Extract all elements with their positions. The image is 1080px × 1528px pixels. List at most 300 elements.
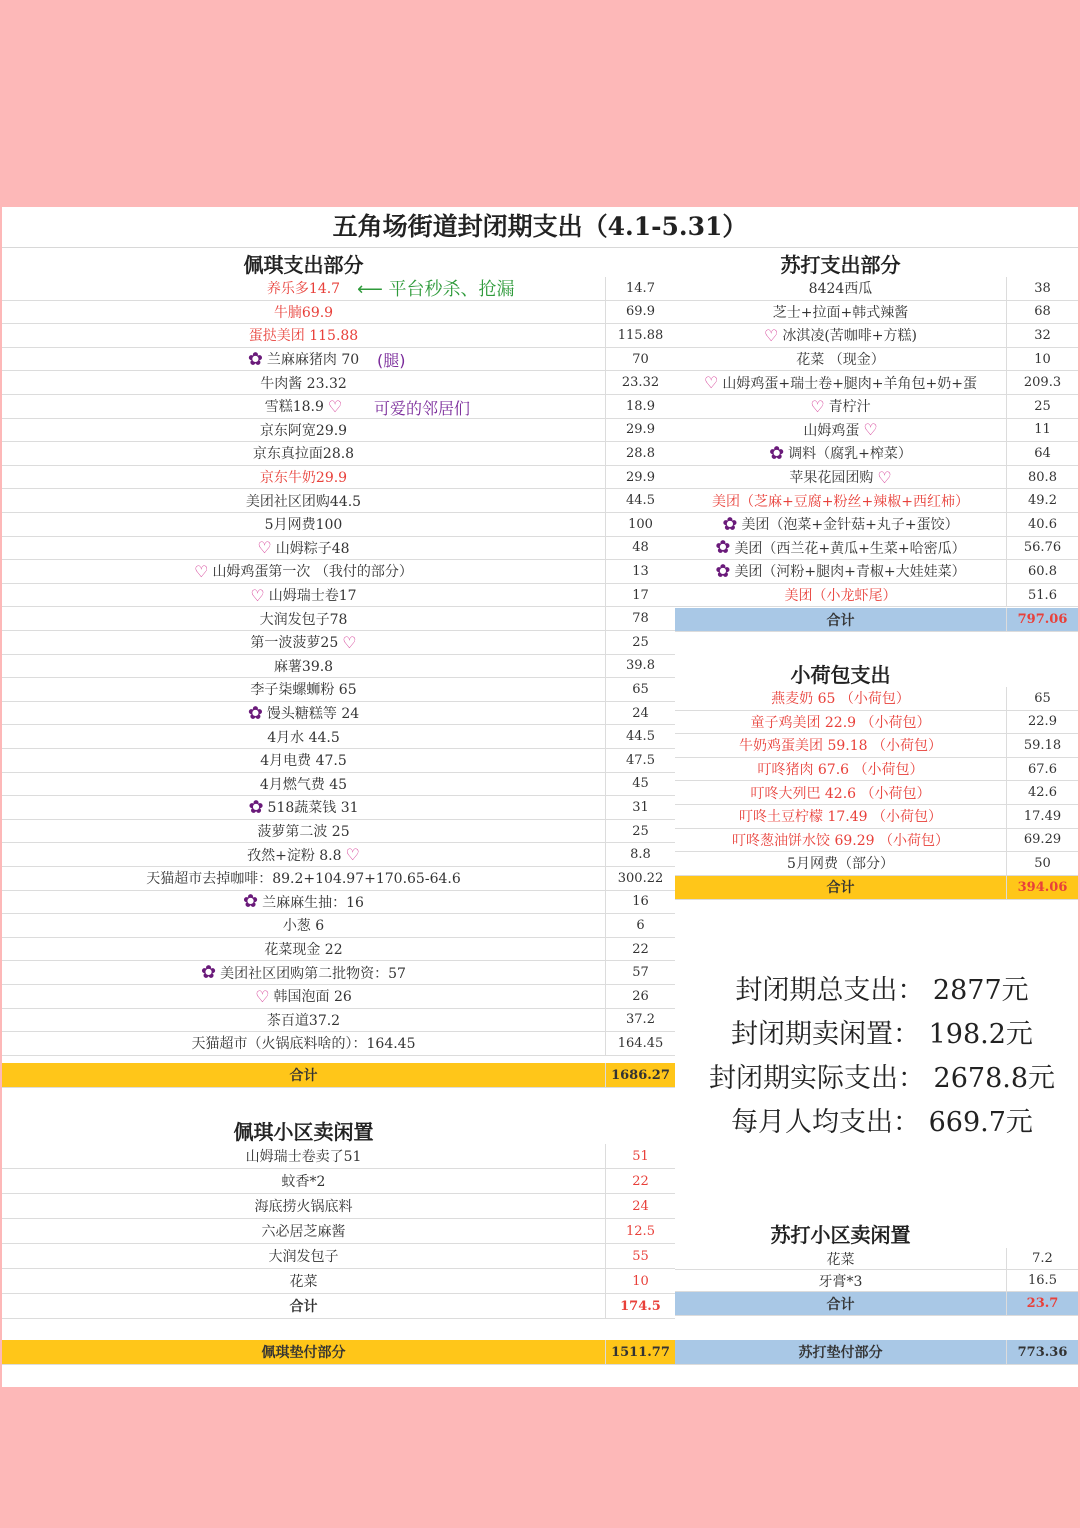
table-row [675,442,1078,466]
table-row [675,395,1078,419]
item-name: 李子柒螺蛳粉 65 [250,682,357,699]
item-value: 174.5 [605,1294,675,1318]
item-name: 馒头糖糕等 24 [266,706,360,723]
item-name-cell [675,513,1006,536]
table-row [675,277,1078,301]
item-name-cell [2,419,605,442]
item-name-cell [675,537,1006,560]
item-name: 小葱 6 [282,918,325,935]
item-name-cell [675,758,1006,781]
item-value: 300.22 [605,867,675,890]
item-name: 花菜 [826,1251,855,1268]
item-value: 11 [1006,419,1078,442]
item-name-cell [675,301,1006,324]
table-row [675,1248,1078,1270]
heart-icon: ♡ [327,396,343,416]
item-name-cell [2,796,605,819]
table-row [2,631,675,655]
item-value: 797.06 [1006,608,1078,631]
item-name-cell [675,711,1006,734]
item-name-cell [675,324,1006,347]
table-row [2,489,675,513]
item-value: 26 [605,985,675,1008]
item-name-cell [2,891,605,914]
item-name-cell [2,442,605,465]
item-name: 蚊香*2 [281,1174,326,1190]
heart-icon: ♡ [345,845,360,865]
flower-icon: ✿ [243,891,259,913]
item-name-cell [675,734,1006,757]
flower-icon: ✿ [722,513,738,535]
item-value: 40.6 [1006,513,1078,536]
item-name-cell [675,419,1006,442]
item-value: 51.6 [1006,584,1078,607]
item-value: 25 [605,631,675,654]
item-name: 牙膏*3 [818,1273,863,1290]
item-name: 天猫超市（火锅底料啥的）：164.45 [191,1036,416,1053]
item-value: 10 [605,1269,675,1293]
table-row [675,560,1078,584]
item-value: 42.6 [1006,781,1078,804]
item-name: 8424西瓜 [808,281,873,298]
table-row [2,655,675,679]
item-name: 5月网费100 [264,517,343,534]
item-value: 50 [1006,852,1078,875]
table-row [675,711,1078,735]
item-value: 18.9 [605,395,675,418]
item-name: 5月网费（部分） [787,856,894,873]
item-name: 牛奶鸡蛋美团 59.18 （小荷包） [739,738,942,755]
item-name: 叮咚葱油饼水饺 69.29 （小荷包） [732,832,949,849]
item-value: 209.3 [1006,371,1078,394]
item-name-cell [2,1340,605,1364]
table-row [2,961,675,985]
item-name: 养乐多14.7 [266,281,341,298]
item-value: 67.6 [1006,758,1078,781]
item-value: 49.2 [1006,489,1078,512]
item-name-cell [2,1269,605,1293]
table-row [2,442,675,466]
item-value: 164.45 [605,1032,675,1055]
item-name: 孜然+淀粉 8.8 [247,847,342,864]
flower-icon: ✿ [248,796,264,818]
flower-icon: ✿ [247,702,263,724]
item-name: 大润发包子 [268,1249,339,1265]
table-row [2,1169,675,1194]
table-row [2,277,675,301]
item-value: 6 [605,914,675,937]
item-name-cell [2,537,605,560]
item-value: 39.8 [605,655,675,678]
item-value: 68 [1006,301,1078,324]
item-name: 美团（芝麻+豆腐+粉丝+辣椒+西红柿） [712,493,969,510]
item-name: 京东阿宽29.9 [259,422,348,439]
item-value: 115.88 [605,324,675,347]
item-name-cell [675,852,1006,875]
summary-line: 封闭期实际支出： 2678.8元 [708,1063,1056,1094]
item-name-cell [675,876,1006,899]
item-value: 51 [605,1144,675,1168]
table-row [2,301,675,325]
heart-icon: ♡ [877,467,892,487]
item-value: 38 [1006,277,1078,300]
item-value: 773.36 [1006,1340,1078,1364]
item-name-cell [2,1144,605,1168]
item-name: 花菜 （现金） [796,352,885,369]
left-sell-total-row [2,1294,675,1319]
heart-icon: ♡ [194,561,209,581]
item-name: 美团社区团购44.5 [245,493,362,510]
right-section-header: 苏打支出部分 [780,253,901,277]
table-row [2,537,675,561]
item-value: 37.2 [605,1009,675,1032]
table-row [2,371,675,395]
item-value: 24 [605,702,675,725]
item-value: 60.8 [1006,560,1078,583]
item-name-cell [2,961,605,984]
table-row [2,1244,675,1269]
item-name-cell [2,843,605,866]
table-row [2,1144,675,1169]
table-row [675,537,1078,561]
table-row [675,513,1078,537]
item-value: 55 [605,1244,675,1268]
item-value: 28.8 [605,442,675,465]
item-name-cell [2,466,605,489]
table-row [2,584,675,608]
table-row [2,1194,675,1219]
left-total-row [2,1063,675,1088]
table-row [675,805,1078,829]
item-name: 山姆鸡蛋 [803,422,860,439]
table-row [675,301,1078,325]
item-name-cell [675,584,1006,607]
table-row [675,781,1078,805]
item-value: 69.29 [1006,829,1078,852]
item-name: 韩国泡面 26 [273,989,352,1006]
item-name-cell [675,466,1006,489]
item-name-cell [2,560,605,583]
item-value: 7.2 [1006,1248,1078,1269]
item-name: 童子鸡美团 22.9 （小荷包） [750,714,931,731]
item-name-cell [2,867,605,890]
item-value: 45 [605,773,675,796]
item-value: 22 [605,938,675,961]
item-name-cell [2,702,605,725]
table-row [675,419,1078,443]
item-name: 叮咚土豆柠檬 17.49 （小荷包） [739,809,942,826]
item-value: 48 [605,537,675,560]
item-name-cell [2,1244,605,1268]
item-name-cell [675,371,1006,394]
table-row [675,687,1078,711]
item-name: 合计 [826,612,855,629]
heart-icon: ♡ [764,325,779,345]
table-row [675,734,1078,758]
item-name: 花菜现金 22 [264,942,343,959]
table-row [675,348,1078,372]
right-sell-header: 苏打小区卖闲置 [770,1223,911,1247]
item-name-cell [2,773,605,796]
table-row [2,348,675,372]
table-row [2,725,675,749]
table-row [2,1219,675,1244]
item-name: 叮咚猪肉 67.6 （小荷包） [757,762,924,779]
item-value: 64 [1006,442,1078,465]
item-name-cell [675,1248,1006,1269]
item-name-cell [2,985,605,1008]
item-name: 大润发包子78 [259,611,348,628]
item-name-cell [2,607,605,630]
item-name-cell [675,1292,1006,1315]
item-value: 17 [605,584,675,607]
table-row [675,1270,1078,1292]
item-name-cell [2,371,605,394]
table-row [2,395,675,419]
item-name: 美团社区团购第二批物资：57 [220,965,406,982]
item-name: 4月电费 47.5 [260,753,347,770]
heart-icon: ♡ [257,538,272,558]
right-total-row [675,608,1078,632]
item-name: 调料（腐乳+榨菜） [788,446,912,463]
item-name-cell [2,584,605,607]
heart-icon: ♡ [704,373,719,393]
item-name: 芝士+拉面+韩式辣酱 [772,304,909,321]
flower-icon: ✿ [715,537,731,559]
flower-icon: ✿ [769,442,785,464]
expense-sheet [2,207,1078,1387]
table-row [2,773,675,797]
heart-icon: ♡ [810,396,825,416]
item-value: 394.06 [1006,876,1078,899]
item-name: 雪糕18.9 [264,399,324,416]
left-advance-row [2,1340,675,1365]
item-name-cell [675,348,1006,371]
item-name-cell [2,938,605,961]
item-value: 59.18 [1006,734,1078,757]
item-name: 4月燃气费 45 [259,776,348,793]
item-value: 56.76 [1006,537,1078,560]
table-row [2,1032,675,1056]
item-name-cell [675,608,1006,631]
table-row [2,820,675,844]
item-name-cell [2,655,605,678]
item-value: 23.7 [1006,1292,1078,1315]
item-name: 美团（小龙虾尾） [784,588,897,605]
item-value: 47.5 [605,749,675,772]
item-name: 山姆粽子48 [275,540,350,557]
item-value: 80.8 [1006,466,1078,489]
item-name-cell [2,277,605,300]
table-row [675,489,1078,513]
item-value: 57 [605,961,675,984]
item-name-cell [675,829,1006,852]
item-name: 燕麦奶 65 （小荷包） [771,691,910,708]
item-name: 苏打垫付部分 [798,1345,883,1361]
item-name-cell [2,513,605,536]
sheet-title: 五角场街道封闭期支出（4.1-5.31） [2,207,1078,248]
table-row [675,324,1078,348]
item-name: 山姆瑞士卷卖了51 [245,1149,362,1165]
table-row [2,891,675,915]
item-name-cell [2,914,605,937]
table-row [2,1009,675,1033]
table-row [2,938,675,962]
item-name: 蛋挞美团 115.88 [248,328,359,345]
hebao-section-header: 小荷包支出 [790,663,891,687]
item-name-cell [675,805,1006,828]
item-name: 山姆鸡蛋第一次 （我付的部分） [212,564,413,581]
item-value: 24 [605,1194,675,1218]
flower-icon: ✿ [201,962,217,984]
item-value: 22.9 [1006,711,1078,734]
table-row [2,985,675,1009]
heart-icon: ♡ [342,632,357,652]
item-value: 78 [605,607,675,630]
table-row [675,584,1078,608]
table-row [2,1269,675,1294]
item-name: 山姆瑞士卷17 [268,588,357,605]
item-name: 兰麻麻猪肉 70 [266,352,360,369]
item-name-cell [2,348,605,371]
annotation-note-leg: (腿) [377,351,406,370]
item-name-cell [675,1270,1006,1291]
table-row [2,843,675,867]
table-row [2,867,675,891]
item-name: 苹果花园团购 [789,470,874,487]
item-value: 14.7 [605,277,675,300]
item-name: 茶百道37.2 [266,1012,341,1029]
item-value: 31 [605,796,675,819]
item-name: 兰麻麻生抽：16 [262,894,364,911]
item-name: 菠萝第二波 25 [257,824,350,841]
item-name: 518蔬菜钱 31 [267,800,359,817]
item-value: 10 [1006,348,1078,371]
item-name: 海底捞火锅底料 [254,1199,353,1215]
summary-line: 封闭期卖闲置： 198.2元 [731,1019,1033,1050]
left-section-header: 佩琪支出部分 [243,253,364,277]
item-name: 合计 [826,880,855,897]
item-name-cell [2,395,605,418]
table-row [2,560,675,584]
item-value: 29.9 [605,466,675,489]
item-value: 70 [605,348,675,371]
table-row [2,466,675,490]
item-name-cell [2,1294,605,1318]
item-name-cell [2,725,605,748]
heart-icon: ♡ [863,420,878,440]
item-name: 六必居芝麻酱 [261,1224,346,1240]
item-name-cell [675,687,1006,710]
hebao-total-row [675,876,1078,900]
item-name-cell [675,781,1006,804]
item-name-cell [2,1219,605,1243]
item-name-cell [2,1009,605,1032]
item-value: 69.9 [605,301,675,324]
item-value: 17.49 [1006,805,1078,828]
item-name: 牛肉酱 23.32 [260,375,347,392]
summary-line: 封闭期总支出： 2877元 [735,975,1029,1006]
table-row [2,702,675,726]
table-row [675,371,1078,395]
table-row [2,914,675,938]
table-row [2,678,675,702]
item-value: 16.5 [1006,1270,1078,1291]
item-name: 4月水 44.5 [267,729,340,746]
right-sell-total-row [675,1292,1078,1316]
flower-icon: ✿ [247,348,263,370]
item-value: 8.8 [605,843,675,866]
item-name-cell [2,820,605,843]
table-row [2,607,675,631]
item-name: 合计 [289,1068,318,1084]
arrow-icon: ⟵ [357,279,383,300]
table-row [2,796,675,820]
item-name-cell [675,560,1006,583]
item-value: 65 [1006,687,1078,710]
item-value: 29.9 [605,419,675,442]
table-row [675,466,1078,490]
flower-icon: ✿ [715,560,731,582]
item-name-cell [675,277,1006,300]
item-name: 美团（河粉+腿肉+青椒+大娃娃菜） [734,564,966,581]
item-value: 12.5 [605,1219,675,1243]
item-value: 44.5 [605,489,675,512]
item-value: 1686.27 [605,1063,675,1087]
item-name-cell [2,324,605,347]
item-name: 青柠汁 [828,399,871,416]
item-name: 京东牛奶29.9 [259,470,348,487]
item-name-cell [675,1340,1006,1364]
table-row [675,829,1078,853]
item-name-cell [2,301,605,324]
item-name: 佩琪垫付部分 [261,1345,346,1361]
item-name-cell [2,678,605,701]
item-name-cell [675,442,1006,465]
item-name: 天猫超市去掉咖啡：89.2+104.97+170.65-64.6 [146,871,461,888]
item-value: 1511.77 [605,1340,675,1364]
item-value: 32 [1006,324,1078,347]
annotation-note-neighbors: 可爱的邻居们 [374,399,471,418]
item-name: 冰淇凌(苦咖啡+方糕) [782,328,917,345]
item-name: 美团（泡菜+金针菇+丸子+蛋饺） [741,517,959,534]
item-value: 44.5 [605,725,675,748]
item-name: 合计 [826,1296,855,1313]
table-row [2,513,675,537]
item-name: 牛腩69.9 [273,304,334,321]
item-name: 合计 [289,1299,318,1315]
left-sell-header: 佩琪小区卖闲置 [233,1120,374,1144]
item-name: 京东真拉面28.8 [252,446,355,463]
item-name: 山姆鸡蛋+瑞士卷+腿肉+羊角包+奶+蛋 [722,375,977,392]
item-name: 第一波菠萝25 [250,635,339,652]
table-row [2,419,675,443]
item-name-cell [2,749,605,772]
item-name-cell [2,631,605,654]
item-name-cell [675,395,1006,418]
item-name-cell [2,1032,605,1055]
item-value: 65 [605,678,675,701]
item-value: 23.32 [605,371,675,394]
item-name-cell [2,1169,605,1193]
right-advance-row [675,1340,1078,1365]
item-name-cell [2,1063,605,1087]
item-name: 麻薯39.8 [273,658,334,675]
item-value: 25 [1006,395,1078,418]
item-value: 100 [605,513,675,536]
item-name: 叮咚大列巴 42.6 （小荷包） [750,785,931,802]
item-value: 22 [605,1169,675,1193]
